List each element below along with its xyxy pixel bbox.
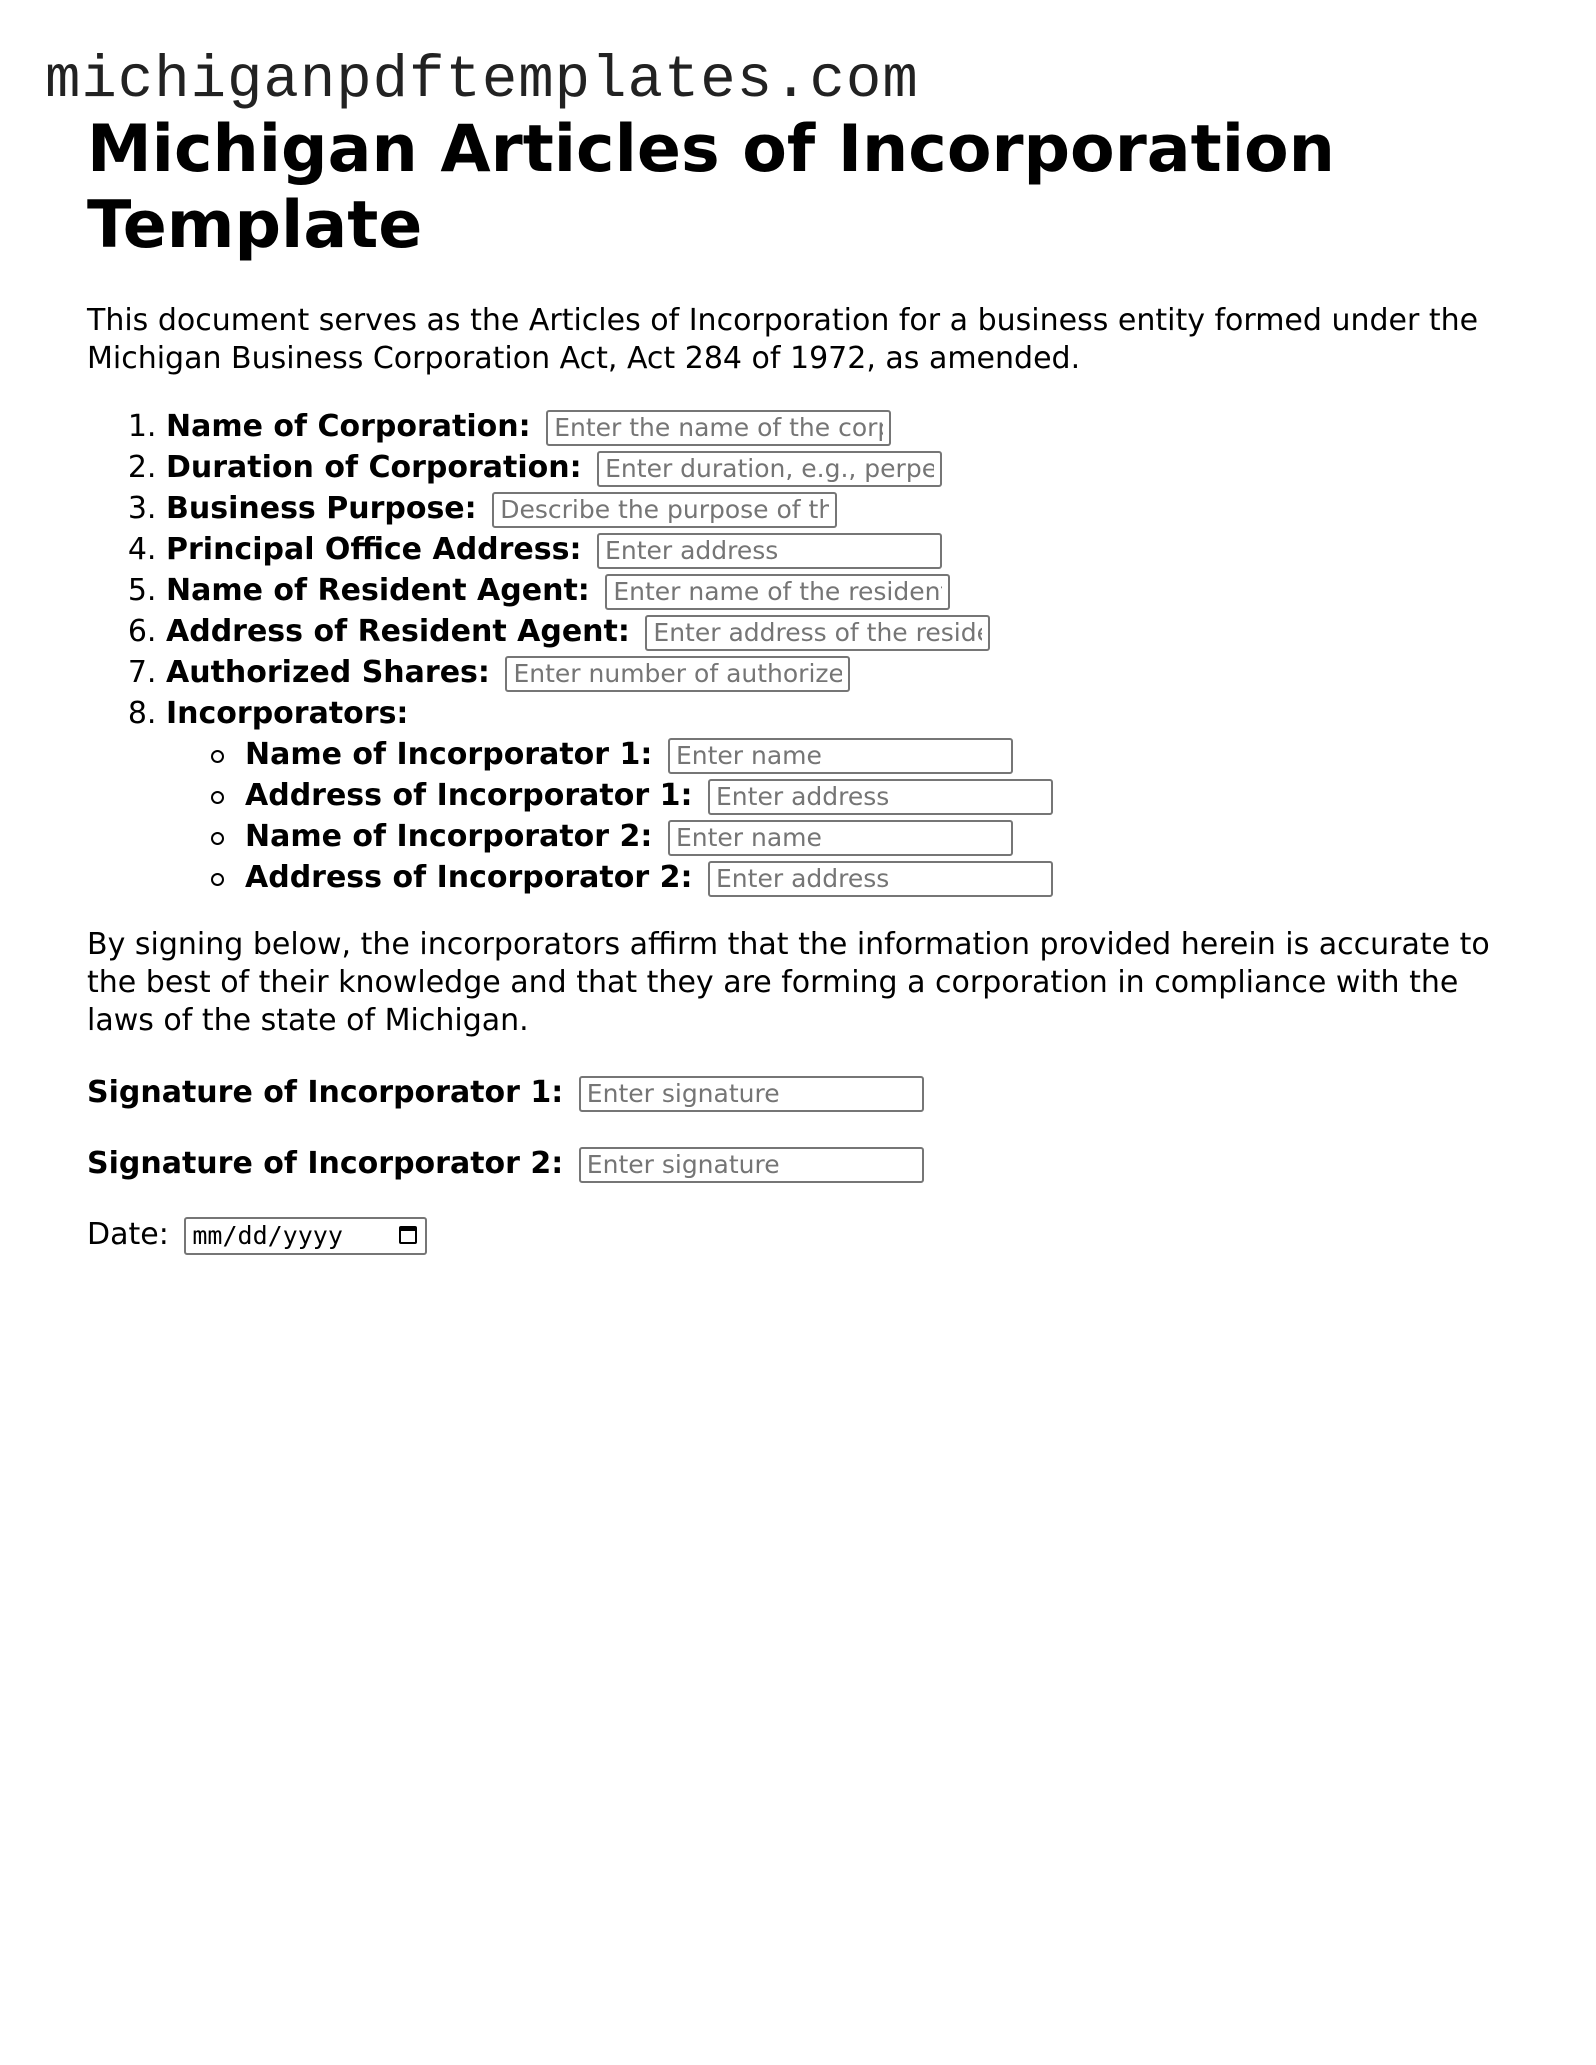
field-label: Name of Incorporator 2: <box>245 819 653 854</box>
list-item-resident-agent-address <box>166 611 1517 652</box>
list-item-duration <box>166 447 1517 488</box>
affirmation-paragraph: By signing below, the incorporators affirm that the information provided herein is accurate to the best of their knowledge and that they are forming a corporation in compliance with the laws of the state of Michigan. <box>87 927 1490 1038</box>
field-label: Address of Resident Agent: <box>166 614 630 649</box>
bullet-icon <box>211 791 224 804</box>
corporation-name-input[interactable] <box>546 410 891 446</box>
duration-input[interactable] <box>597 451 942 487</box>
field-label: Authorized Shares: <box>166 655 490 690</box>
document-body <box>87 112 1517 1255</box>
articles-list <box>87 406 1517 898</box>
field-label: Principal Office Address: <box>166 532 582 567</box>
intro-paragraph: This document serves as the Articles of Incorporation for a business entity formed under the Michigan Business Corporation Act, Act 284 of 1972, as amended. <box>87 303 1479 376</box>
signature-row-2 <box>87 1143 1517 1184</box>
bullet-icon <box>211 832 224 845</box>
field-label: Incorporators: <box>166 696 409 731</box>
list-item-principal-office <box>166 529 1517 570</box>
date-input[interactable] <box>184 1217 427 1255</box>
list-item-authorized-shares <box>166 652 1517 693</box>
bullet-icon <box>211 873 224 886</box>
signature-label: Signature of Incorporator 2: <box>87 1146 564 1181</box>
page-title: Michigan Articles of Incorporation Template <box>87 112 1335 263</box>
bullet-icon <box>211 750 224 763</box>
field-label: Name of Corporation: <box>166 409 531 444</box>
list-item-resident-agent-name <box>166 570 1517 611</box>
calendar-icon[interactable] <box>399 1226 417 1244</box>
field-label: Address of Incorporator 1: <box>245 778 693 813</box>
business-purpose-input[interactable] <box>492 492 837 528</box>
signature-row-1 <box>87 1072 1517 1113</box>
authorized-shares-input[interactable] <box>505 656 850 692</box>
list-item <box>245 734 1517 775</box>
list-item-incorporators <box>166 693 1517 898</box>
resident-agent-address-input[interactable] <box>645 615 990 651</box>
resident-agent-name-input[interactable] <box>605 574 950 610</box>
incorporator-2-address-input[interactable] <box>708 861 1053 897</box>
field-label: Address of Incorporator 2: <box>245 860 693 895</box>
principal-office-address-input[interactable] <box>597 533 942 569</box>
signature-2-input[interactable] <box>579 1147 924 1183</box>
incorporator-1-address-input[interactable] <box>708 779 1053 815</box>
date-placeholder: mm/dd/yyyy <box>192 1220 343 1250</box>
field-label: Name of Resident Agent: <box>166 573 590 608</box>
incorporator-1-name-input[interactable] <box>668 738 1013 774</box>
signature-label: Signature of Incorporator 1: <box>87 1075 564 1110</box>
date-row <box>87 1214 1517 1255</box>
field-label: Business Purpose: <box>166 491 477 526</box>
incorporator-2-name-input[interactable] <box>668 820 1013 856</box>
site-watermark: michiganpdftemplates.com <box>45 47 919 114</box>
signature-1-input[interactable] <box>579 1076 924 1112</box>
list-item <box>245 816 1517 857</box>
date-label: Date: <box>87 1217 169 1252</box>
list-item <box>245 775 1517 816</box>
field-label: Name of Incorporator 1: <box>245 737 653 772</box>
list-item-corporation-name <box>166 406 1517 447</box>
list-item <box>245 857 1517 898</box>
field-label: Duration of Corporation: <box>166 450 582 485</box>
list-item-business-purpose <box>166 488 1517 529</box>
incorporators-list <box>166 734 1517 898</box>
